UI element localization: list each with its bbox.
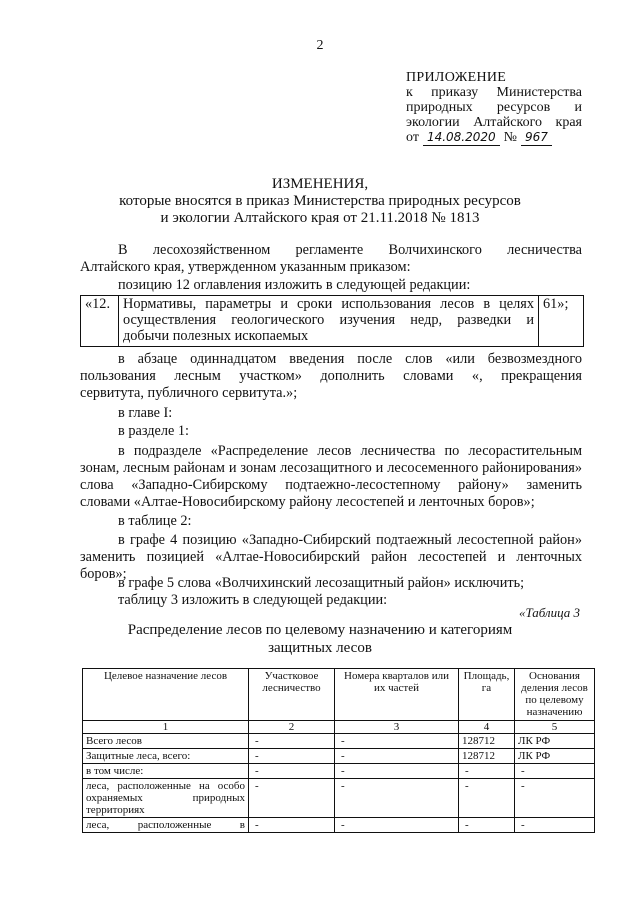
paragraph-line: в таблице 2: xyxy=(118,513,192,529)
order-number: 967 xyxy=(521,130,552,146)
table-row xyxy=(83,764,595,779)
paragraph-line: в графе 4 позицию «Западно-Сибирский подтаежный лесостепной район» xyxy=(118,532,582,548)
cell: - xyxy=(249,734,335,749)
forest-distribution-table xyxy=(82,668,595,833)
doc-title: ИЗМЕНЕНИЯ, xyxy=(271,176,369,192)
cell: - xyxy=(249,749,335,764)
cell: - xyxy=(249,779,335,818)
cell: - xyxy=(515,764,595,779)
cell: Защитные леса, всего: xyxy=(83,749,249,764)
table-row xyxy=(83,779,595,818)
order-date: 14.08.2020 xyxy=(423,130,500,146)
doc-subtitle-2: и экологии Алтайского края от 21.11.2018 № 1813 xyxy=(160,210,480,226)
order-line xyxy=(406,130,582,146)
paragraph-line: словами «Алтае-Новосибирскому району лесостепей и ленточных боров»; xyxy=(80,494,535,510)
appendix-line: экологии Алтайского края xyxy=(406,115,582,130)
table-row xyxy=(83,818,595,833)
header-forestry: Участковое лесничество xyxy=(249,669,335,721)
paragraph-line: в подразделе «Распределение лесов лесничества по лесорастительным xyxy=(118,443,582,459)
toc-text-line: добычи полезных ископаемых xyxy=(123,328,309,344)
from-label: от xyxy=(406,130,419,145)
cell: 128712 xyxy=(459,749,515,764)
header-area: Площадь, га xyxy=(459,669,515,721)
paragraph-line: таблицу 3 изложить в следующей редакции: xyxy=(118,592,388,608)
toc-page: 61»; xyxy=(543,296,569,312)
appendix-title: ПРИЛОЖЕНИЕ xyxy=(406,70,507,85)
cell: - xyxy=(335,764,459,779)
col-number: 1 xyxy=(83,721,249,734)
cell: леса, расположенные на особо охраняемых природных территориях xyxy=(83,779,249,818)
paragraph-line: в главе I: xyxy=(118,405,173,421)
col-number: 5 xyxy=(515,721,595,734)
col-number: 3 xyxy=(335,721,459,734)
cell: - xyxy=(335,779,459,818)
toc-number: «12. xyxy=(81,296,119,346)
toc-position-box xyxy=(80,295,584,347)
cell: - xyxy=(335,734,459,749)
cell: 128712 xyxy=(459,734,515,749)
paragraph-line: Алтайского края, утвержденном указанным приказом: xyxy=(80,259,411,275)
cell: Всего лесов xyxy=(83,734,249,749)
appendix-line: природных ресурсов и xyxy=(406,100,582,115)
header-basis: Основания деления лесов по целевому назначению xyxy=(515,669,595,721)
header-quarters: Номера кварталов или их частей xyxy=(335,669,459,721)
paragraph-line: зонам, лесным районам и зонам лесозащитного и лесосеменного районирования» xyxy=(80,460,582,476)
cell: в том числе: xyxy=(83,764,249,779)
paragraph-line: позицию 12 оглавления изложить в следующей редакции: xyxy=(118,277,471,293)
paragraph-line: боров»; xyxy=(80,566,127,582)
cell: ЛК РФ xyxy=(515,734,595,749)
paragraph-line: В лесохозяйственном регламенте Волчихинского лесничества xyxy=(118,242,582,258)
toc-text xyxy=(119,296,539,346)
cell: ЛК РФ xyxy=(515,749,595,764)
cell: - xyxy=(335,818,459,833)
cell: - xyxy=(459,818,515,833)
appendix-block xyxy=(406,70,582,146)
table-title-2: защитных лесов xyxy=(268,640,372,656)
paragraph-line: сервитута, публичного сервитута.»; xyxy=(80,385,298,401)
cell: - xyxy=(459,779,515,818)
paragraph-line: в графе 5 слова «Волчихинский лесозащитный район» исключить; xyxy=(118,575,525,591)
page-number: 2 xyxy=(316,38,324,53)
cell: - xyxy=(249,764,335,779)
paragraph-line: пользования лесным участком» дополнить словами «, прекращения xyxy=(80,368,582,384)
cell: - xyxy=(515,818,595,833)
table-label: «Таблица 3 xyxy=(518,605,580,620)
paragraph-line: в разделе 1: xyxy=(118,423,190,439)
doc-subtitle-1: которые вносятся в приказ Министерства природных ресурсов xyxy=(119,193,521,209)
table-row xyxy=(83,734,595,749)
cell: - xyxy=(515,779,595,818)
cell: - xyxy=(459,764,515,779)
toc-text-line: осуществления геологического изучения недр, разведки и xyxy=(123,312,534,328)
cell: леса, расположенные в xyxy=(83,818,249,833)
paragraph-line: в абзаце одиннадцатом введения после слов «или безвозмездного xyxy=(118,351,582,367)
table-title-1: Распределение лесов по целевому назначению и категориям xyxy=(127,622,513,638)
appendix-line: к приказу Министерства xyxy=(406,85,582,100)
toc-text-line: Нормативы, параметры и сроки использования лесов в целях xyxy=(123,296,534,312)
cell: - xyxy=(249,818,335,833)
header-purpose: Целевое назначение лесов xyxy=(83,669,249,721)
paragraph-line: слова «Западно-Сибирскому подтаежно-лесостепному району» заменить xyxy=(80,477,582,493)
cell: - xyxy=(335,749,459,764)
col-number: 4 xyxy=(459,721,515,734)
table-row xyxy=(83,749,595,764)
col-number: 2 xyxy=(249,721,335,734)
paragraph-line: заменить позицией «Алтае-Новосибирский район лесостепей и ленточных xyxy=(80,549,582,565)
number-label: № xyxy=(503,130,518,145)
